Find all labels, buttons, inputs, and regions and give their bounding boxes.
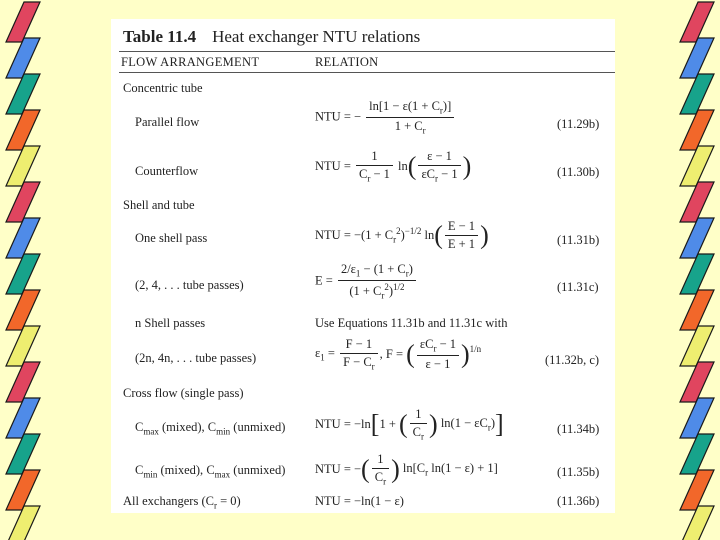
border-stripe — [680, 434, 714, 474]
border-stripe — [6, 506, 40, 540]
border-stripe — [680, 290, 714, 330]
border-stripe — [6, 146, 40, 186]
section-shell-and-tube: Shell and tube — [123, 198, 195, 212]
border-stripe — [680, 326, 714, 366]
right-decorative-border — [674, 0, 720, 540]
equation-number: (11.30b) — [557, 165, 600, 179]
equation-number: (11.31b) — [557, 233, 600, 247]
formula-11-32: $\varepsilon_1$ = $\frac{F - 1}{F - C_r}$ , F = ( $\frac{\varepsilon C_r - 1}{\varepsilon - 1}$ )$^{1/n}$ — [315, 337, 482, 372]
formula-11-34b: NTU = −ln[1 + ( $\frac{1}{C_r}$ ) $\ln(1 - \varepsilon C_r)$] — [315, 407, 504, 442]
row-label: Parallel flow — [135, 115, 200, 129]
border-stripe — [680, 254, 714, 294]
border-stripe — [680, 38, 714, 78]
border-stripe — [680, 506, 714, 540]
row-label: Counterflow — [135, 164, 199, 178]
header-rule-top — [119, 51, 615, 52]
section-concentric-tube: Concentric tube — [123, 81, 203, 95]
border-stripe — [6, 2, 40, 42]
equation-number: (11.34b) — [557, 422, 600, 436]
border-stripe — [680, 218, 714, 258]
border-stripe — [680, 362, 714, 402]
border-stripe — [6, 470, 40, 510]
section-cross-flow: Cross flow (single pass) — [123, 386, 244, 400]
left-decorative-border — [0, 0, 46, 540]
border-stripe — [6, 218, 40, 258]
formula-11-35b: NTU = −( $\frac{1}{C_r}$ ) $\ln[C_r$ ln(1 − ε) + 1] — [315, 452, 498, 487]
formula-11-30b: NTU = $\frac{1}{C_r - 1}$ ln( $\frac{\varepsilon - 1}{\varepsilon C_r - 1}$ ) — [315, 149, 472, 184]
border-stripe — [6, 182, 40, 222]
header-rule-bottom — [119, 72, 615, 73]
border-stripe — [680, 74, 714, 114]
border-stripe — [6, 362, 40, 402]
border-stripe — [680, 470, 714, 510]
equation-number: (11.35b) — [557, 465, 600, 479]
border-stripe — [6, 254, 40, 294]
column-header-relation: RELATION — [315, 55, 379, 69]
border-stripe — [680, 2, 714, 42]
equation-number: (11.32b, c) — [545, 353, 600, 367]
column-header-flow: FLOW ARRANGEMENT — [121, 55, 260, 69]
row-label: $C_{max}$ (mixed), $C_{min}$ (unmixed) — [135, 420, 286, 437]
table-title — [123, 27, 420, 47]
row-label: n Shell passes — [135, 316, 206, 330]
border-stripe — [6, 398, 40, 438]
formula-11-29b: NTU = − $\frac{\ln[1 - \varepsilon(1 + C_r)]}{1 + C_r}$ — [315, 99, 456, 135]
border-stripe — [680, 182, 714, 222]
border-stripe — [6, 290, 40, 330]
row-label: $C_{min}$ (mixed), $C_{max}$ (unmixed) — [135, 463, 286, 480]
border-stripe — [6, 74, 40, 114]
formula-11-31b: NTU = $-(1 + C_r^2)^{-1/2}$ ln( $\frac{E - 1}{E + 1}$ ) — [315, 219, 489, 251]
ntu-relations-table — [111, 19, 615, 513]
row-label: All exchangers $(C_r = 0)$ — [123, 494, 241, 511]
border-stripe — [680, 110, 714, 150]
row-relation: Use Equations 11.31b and 11.31c with — [315, 316, 508, 330]
table-number: Table 11.4 — [123, 27, 197, 46]
border-stripe — [680, 398, 714, 438]
formula-11-36b: NTU = −ln(1 − ε) — [315, 494, 404, 508]
border-stripe — [680, 146, 714, 186]
border-stripe — [6, 38, 40, 78]
border-stripe — [6, 110, 40, 150]
equation-number: (11.36b) — [557, 494, 600, 508]
row-label: (2n, 4n, . . . tube passes) — [135, 351, 257, 365]
border-stripe — [6, 326, 40, 366]
equation-number: (11.29b) — [557, 117, 600, 131]
border-stripe — [6, 434, 40, 474]
formula-11-31c: E = $\frac{2/\varepsilon_1 - (1 + C_r)}{(1 + C_r^2)^{1/2}}$ — [315, 262, 418, 300]
row-label: (2, 4, . . . tube passes) — [135, 278, 244, 292]
table-caption: Heat exchanger NTU relations — [212, 27, 421, 46]
equation-number: (11.31c) — [557, 280, 599, 294]
row-label: One shell pass — [135, 231, 208, 245]
